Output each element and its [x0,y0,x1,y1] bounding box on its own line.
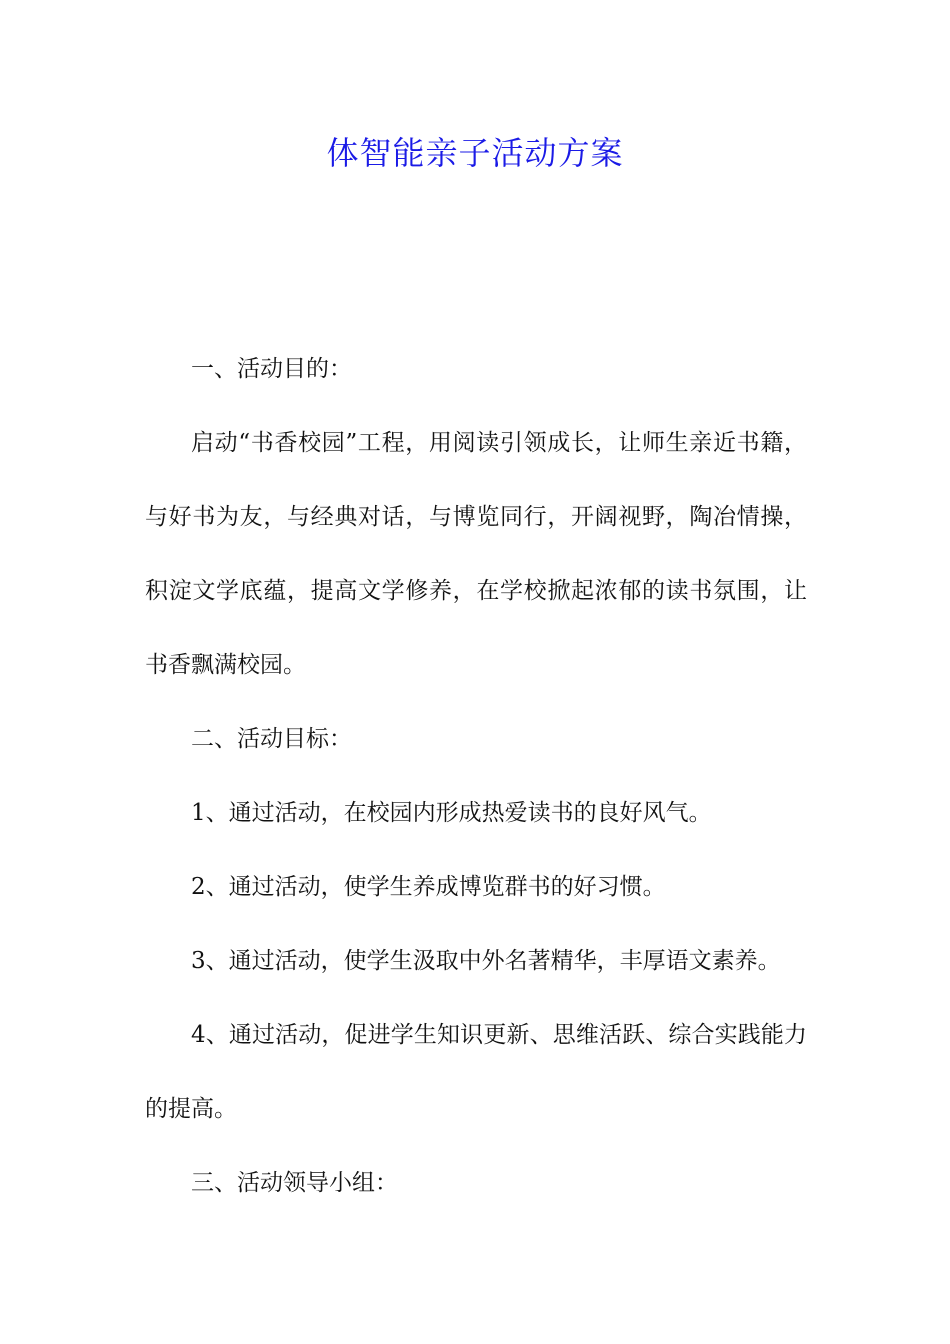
section-heading-leadership: 三、活动领导小组： [191,1170,398,1196]
paragraph-purpose: 启动“书香校园”工程，用阅读引领成长，让师生亲近书籍，与好书为友，与经典对话，与博览同行，开阔视野，陶冶情操，积淀文学底蕴，提高文学修养，在学校掀起浓郁的读书氛围，让书香飘满校园。 [145,430,807,678]
goal-item-1: 1、通过活动，在校园内形成热爱读书的良好风气。 [191,800,712,826]
goal-item-2: 2、通过活动，使学生养成博览群书的好习惯。 [191,874,666,900]
document-title: 体智能亲子活动方案 [326,134,624,172]
section-heading-goals: 二、活动目标： [191,726,352,752]
section-heading-purpose: 一、活动目的： [191,356,352,382]
goal-item-4: 4、通过活动，促进学生知识更新、思维活跃、综合实践能力的提高。 [145,1022,807,1122]
document-body [145,332,807,1220]
goal-item-3: 3、通过活动，使学生汲取中外名著精华，丰厚语文素养。 [191,948,781,974]
